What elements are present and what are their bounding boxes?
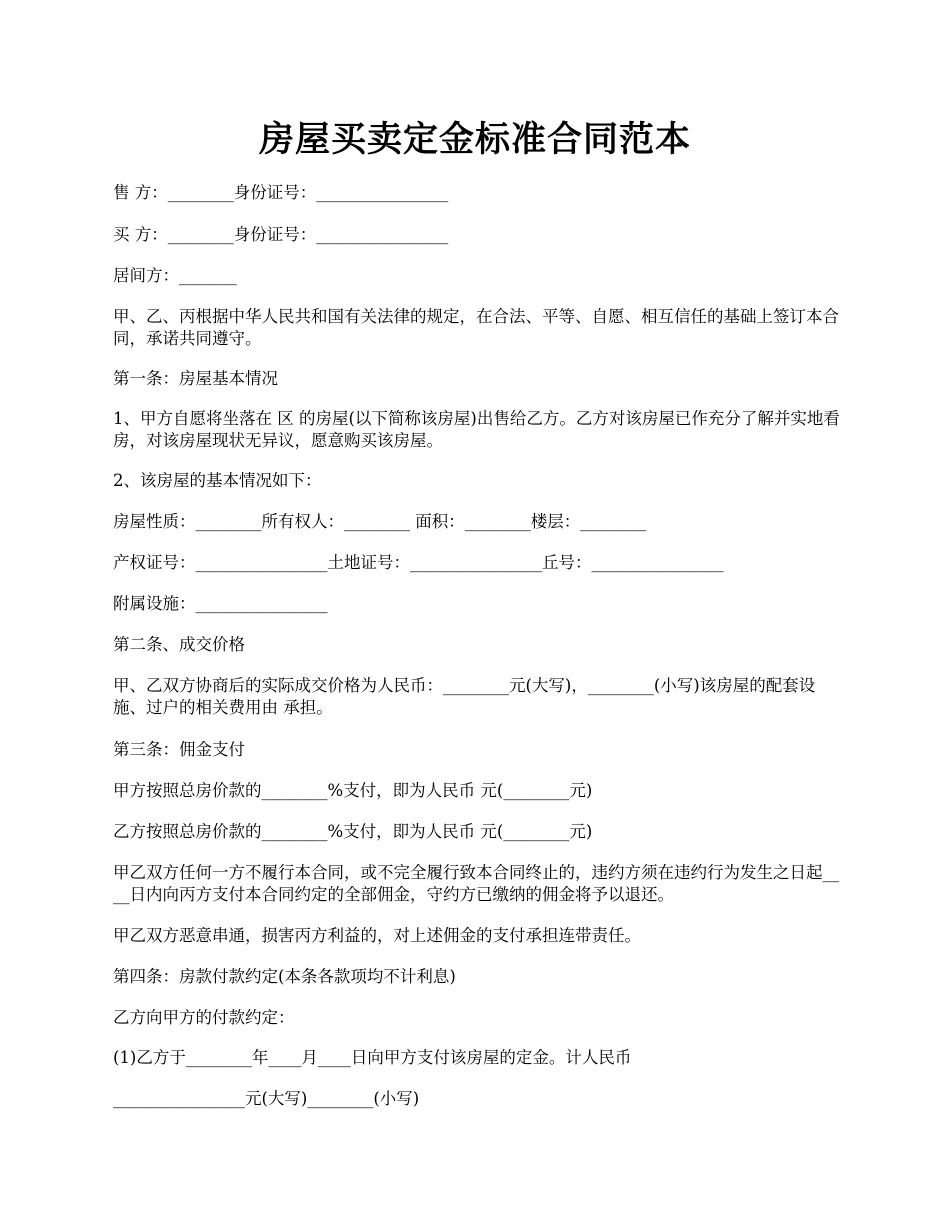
article-1-heading: 第一条：房屋基本情况 bbox=[113, 369, 278, 388]
seller-line: 售 方：________身份证号：________________ bbox=[113, 183, 449, 202]
payment-agreement-line: 乙方向甲方的付款约定： bbox=[113, 1008, 295, 1027]
collusion-paragraph: 甲乙双方恶意串通，损害丙方利益的，对上述佣金的支付承担连带责任。 bbox=[113, 926, 641, 945]
intermediary-line: 居间方：_______ bbox=[113, 266, 237, 285]
buyer-line: 买 方：________身份证号：________________ bbox=[113, 225, 449, 244]
preamble-paragraph: 甲、乙、丙根据中华人民共和国有关法律的规定，在合法、平等、自愿、相互信任的基础上签订本合同，承诺共同遵守。 bbox=[113, 307, 839, 348]
facilities-line: 附属设施：________________ bbox=[113, 594, 328, 613]
article-1-clause-1: 1、甲方自愿将坐落在 区 的房屋(以下简称该房屋)出售给乙方。乙方对该房屋已作充分了解并实地看房，对该房屋现状无异议，愿意购买该房屋。 bbox=[113, 409, 840, 450]
article-1-clause-2: 2、该房屋的基本情况如下： bbox=[113, 471, 322, 490]
party-a-commission-line: 甲方按照总房价款的________%支付，即为人民币 元(________元) bbox=[113, 781, 593, 800]
property-details-line: 房屋性质：________所有权人：________ 面积：________楼层：________ bbox=[113, 512, 647, 531]
party-b-commission-line: 乙方按照总房价款的________%支付，即为人民币 元(________元) bbox=[113, 822, 593, 841]
payment-amount-line: ________________元(大写)________(小写) bbox=[113, 1089, 420, 1108]
article-4-heading: 第四条：房款付款约定(本条各款项均不计利息) bbox=[113, 967, 456, 986]
article-2-heading: 第二条、成交价格 bbox=[113, 635, 245, 654]
breach-paragraph: 甲乙双方任何一方不履行本合同，或不完全履行致本合同终止的，违约方须在违约行为发生之日起____日内向丙方支付本合同约定的全部佣金，守约方已缴纳的佣金将予以退还。 bbox=[113, 863, 839, 904]
payment-item-1-line: (1)乙方于________年____月____日向甲方支付该房屋的定金。计人民币 bbox=[113, 1048, 632, 1067]
document-title: 房屋买卖定金标准合同范本 bbox=[258, 120, 691, 160]
price-paragraph: 甲、乙双方协商后的实际成交价格为人民币：________元(大写)，________(小写)该房屋的配套设施、过户的相关费用由 承担。 bbox=[113, 676, 816, 717]
article-3-heading: 第三条：佣金支付 bbox=[113, 740, 245, 759]
certificate-line: 产权证号：________________土地证号：________________丘号：________________ bbox=[113, 553, 724, 572]
